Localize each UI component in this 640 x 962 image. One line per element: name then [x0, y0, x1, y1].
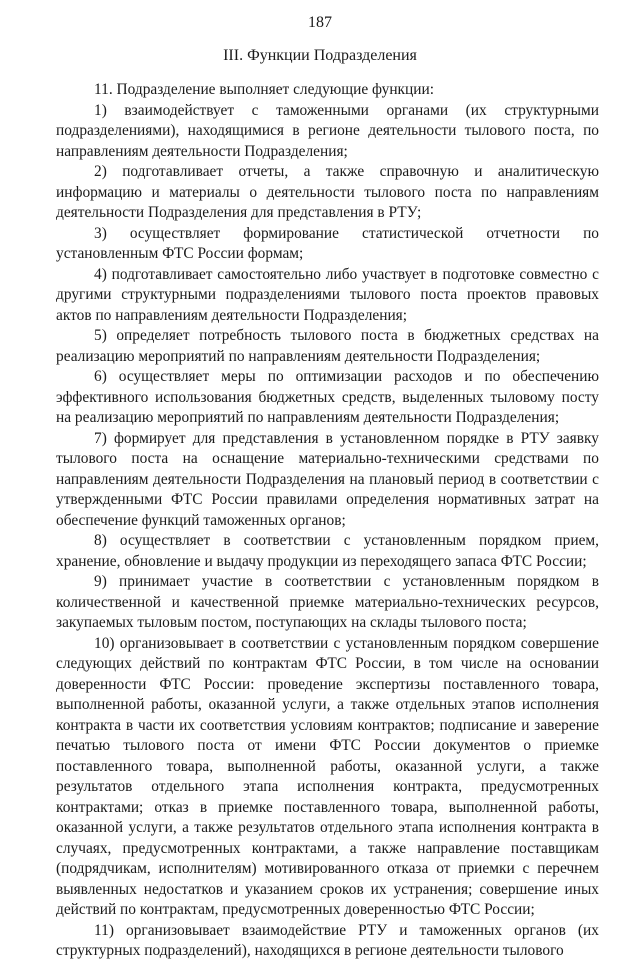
list-item: 1) взаимодействует с таможенными органами (их структурными подразделениями), находящимися в регионе деятельности тылового поста, по направлениям деятельности Подразделения; — [56, 101, 599, 160]
list-item: 5) определяет потребность тылового поста в бюджетных средствах на реализацию мероприятий по направлениям деятельности Подразделения; — [56, 327, 599, 365]
list-item: 3) осуществляет формирование статистической отчетности по установленным ФТС России формам; — [56, 224, 599, 262]
section-title: III. Функции Подразделения — [223, 47, 417, 64]
list-item: 8) осуществляет в соответствии с установленным порядком прием, хранение, обновление и выдачу продукции из переходящего запаса ФТС России; — [56, 532, 599, 570]
list-item: 7) формирует для представления в установленном порядке в РТУ заявку тылового поста на оснащение материально-техническими средствами по направлениям деятельности Подразделения на плановый период в соответствии с утвержденными ФТС России правилами определения нормативных затрат на обеспечение функций таможенных органов; — [56, 429, 599, 529]
body-text — [56, 80, 599, 962]
list-item: 10) организовывает в соответствии с установленным порядком совершение следующих действий по контрактам ФТС России, в том числе на основании доверенности ФТС России: проведение экспертизы поставленного товара, выполненной работы, оказанной услуги, а также отдельных этапов исполнения контракта в части их соответствия условиям контрактов; подписание и заверение печатью тылового поста от имени ФТС России документов о приемке поставленного товара, выполненной работы, оказанной услуги, а также результатов отдельного этапа исполнения контракта, предусмотренных контрактами; отказ в приемке поставленного товара, выполненной работы, оказанной услуги, а также результатов отдельного этапа исполнения контракта в случаях, предусмотренных контрактами, а также направление поставщикам (подрядчикам, исполнителям) мотивированного отказа от приемки с перечнем выявленных недостатков и указанием сроков их устранения; совершение иных действий по контрактам, предусмотренных доверенностью ФТС России; — [56, 634, 599, 918]
page-number: 187 — [308, 14, 332, 31]
list-item: 2) подготавливает отчеты, а также справочную и аналитическую информацию и материалы о деятельности тылового поста по направлениям деятельности Подразделения для представления в РТУ; — [56, 163, 599, 221]
list-item: 4) подготавливает самостоятельно либо участвует в подготовке совместно с другими структурными подразделениями тылового поста проектов правовых актов по направлениям деятельности Подразделения; — [56, 265, 599, 324]
list-item: 11) организовывает взаимодействие РТУ и таможенных органов (их структурных подразделений), находящихся в регионе деятельности тылового — [56, 921, 599, 959]
list-item: 6) осуществляет меры по оптимизации расходов и по обеспечению эффективного использования бюджетных средств, выделенных тыловому посту на реализацию мероприятий по направлениям деятельности Подразделения; — [56, 368, 599, 426]
intro-paragraph: 11. Подразделение выполняет следующие функции: — [94, 81, 435, 98]
list-item: 9) принимает участие в соответствии с установленным порядком в количественной и качественной приемке материально-технических ресурсов, закупаемых тыловым постом, поступающих на склады тылового поста; — [56, 573, 599, 631]
